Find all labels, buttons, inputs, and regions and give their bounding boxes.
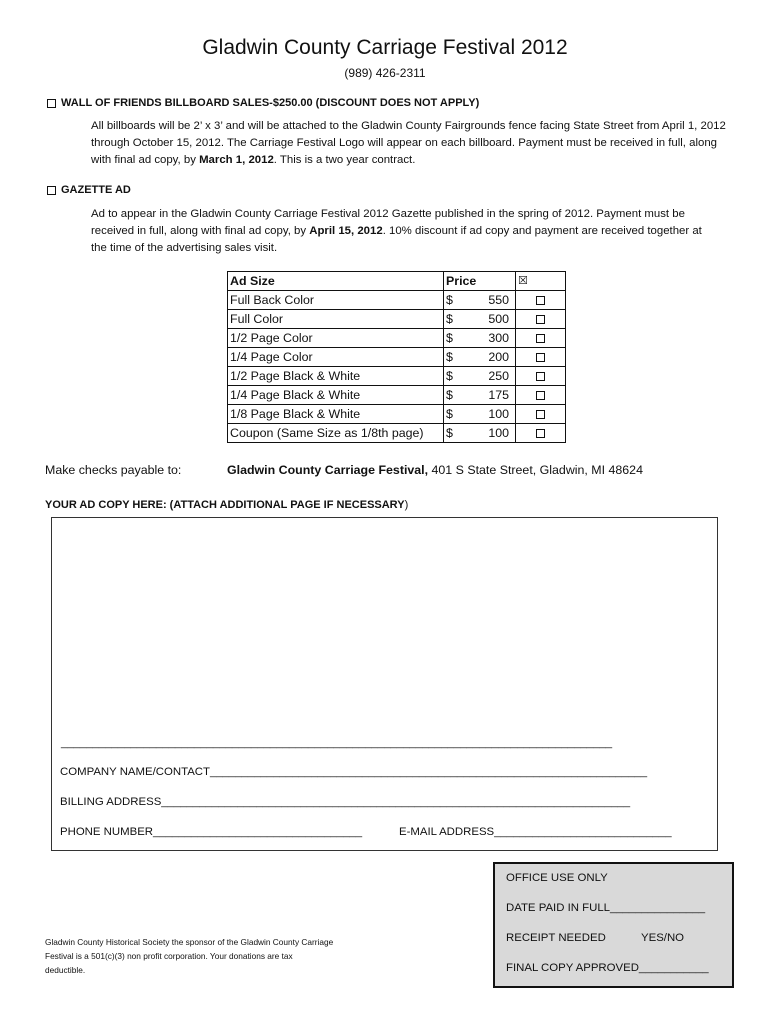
ad-table-row: [228, 386, 566, 405]
receipt-needed-label: RECEIPT NEEDED: [506, 932, 606, 944]
ad-price-cell: [444, 329, 516, 348]
ad-size-cell: 1/4 Page Color: [228, 348, 444, 367]
currency-symbol: $: [446, 426, 453, 440]
ad-select-checkbox[interactable]: [536, 296, 545, 305]
price-amount: 250: [488, 369, 509, 383]
ad-select-checkbox[interactable]: [536, 334, 545, 343]
currency-symbol: $: [446, 388, 453, 402]
price-amount: 550: [488, 293, 509, 307]
ad-size-cell: Full Color: [228, 310, 444, 329]
ad-size-cell: 1/2 Page Color: [228, 329, 444, 348]
billboard-text-2: . This is a two year contract.: [273, 154, 416, 166]
col-ad-size: Ad Size: [228, 272, 444, 291]
billboard-checkbox[interactable]: [47, 99, 56, 108]
billboard-section-heading: [47, 97, 479, 109]
ad-select-cell: [516, 291, 566, 310]
gazette-text-1: Ad to appear in the Gladwin County Carriage Festival 2012 Gazette published in the spring of 2012. Payment must be received in full, along with final ad copy, by: [91, 208, 685, 237]
office-use-title: OFFICE USE ONLY: [506, 872, 608, 884]
ad-size-cell: 1/2 Page Black & White: [228, 367, 444, 386]
ad-price-cell: [444, 310, 516, 329]
price-amount: 175: [488, 388, 509, 402]
receipt-yes-no[interactable]: YES/NO: [641, 932, 685, 944]
ad-copy-heading-close: ): [404, 499, 409, 511]
ad-table-row: [228, 424, 566, 443]
ad-table-row: [228, 367, 566, 386]
col-price: Price: [444, 272, 516, 291]
billing-address-field[interactable]: BILLING ADDRESS__________________________________________________________________________: [60, 796, 631, 808]
billboard-text-1: All billboards will be 2’ x 3’ and will be attached to the Gladwin County Fairgrounds fence facing State Street from April 1, 2012 through October 15, 2012. The Carriage Festival Logo will appear on each billboard. Payment must be received in full, along with final ad copy, by: [91, 120, 726, 166]
ad-price-cell: [444, 405, 516, 424]
ad-copy-heading: [45, 499, 408, 511]
page-title: Gladwin County Carriage Festival 2012: [202, 36, 568, 59]
ad-table-header: [228, 272, 566, 291]
currency-symbol: $: [446, 350, 453, 364]
price-amount: 100: [488, 426, 509, 440]
currency-symbol: $: [446, 331, 453, 345]
billboard-heading-text: WALL OF FRIENDS BILLBOARD SALES-$250.00 (DISCOUNT DOES NOT APPLY): [61, 97, 480, 109]
currency-symbol: $: [446, 407, 453, 421]
gazette-section-heading: [47, 184, 131, 196]
company-name-field[interactable]: COMPANY NAME/CONTACT_____________________________________________________________________: [60, 766, 648, 778]
checks-payable: [45, 463, 643, 477]
price-amount: 300: [488, 331, 509, 345]
gazette-deadline: April 15, 2012: [309, 225, 383, 237]
currency-symbol: $: [446, 293, 453, 307]
phone-number: (989) 426-2311: [344, 66, 426, 80]
gazette-heading-text: GAZETTE AD: [61, 184, 131, 196]
ad-table-row: [228, 348, 566, 367]
final-copy-approved-field[interactable]: FINAL COPY APPROVED___________: [506, 962, 709, 974]
ad-select-checkbox[interactable]: [536, 429, 545, 438]
col-check: ☒: [516, 272, 566, 291]
currency-symbol: $: [446, 369, 453, 383]
currency-symbol: $: [446, 312, 453, 326]
ad-size-cell: Full Back Color: [228, 291, 444, 310]
ad-select-checkbox[interactable]: [536, 410, 545, 419]
ad-select-cell: [516, 329, 566, 348]
ad-select-cell: [516, 386, 566, 405]
ad-table-row: [228, 405, 566, 424]
billboard-description: [91, 118, 731, 169]
ad-copy-blank-line[interactable]: _______________________________________________________________________________________: [61, 737, 613, 749]
payee-address: 401 S State Street, Gladwin, MI 48624: [428, 463, 643, 477]
ad-select-checkbox[interactable]: [536, 391, 545, 400]
office-use-box: [493, 862, 734, 988]
ad-size-cell: 1/8 Page Black & White: [228, 405, 444, 424]
payee-name: Gladwin County Carriage Festival,: [227, 463, 429, 477]
phone-number-field[interactable]: PHONE NUMBER_________________________________: [60, 826, 363, 838]
ad-select-cell: [516, 367, 566, 386]
price-amount: 500: [488, 312, 509, 326]
ad-price-cell: [444, 386, 516, 405]
email-address-field[interactable]: E-MAIL ADDRESS____________________________: [399, 826, 672, 838]
ad-select-checkbox[interactable]: [536, 353, 545, 362]
ad-price-cell: [444, 291, 516, 310]
ad-select-cell: [516, 348, 566, 367]
ad-copy-heading-text: YOUR AD COPY HERE: (ATTACH ADDITIONAL PAGE IF NECESSARY: [45, 499, 405, 511]
ad-price-cell: [444, 424, 516, 443]
billboard-deadline: March 1, 2012: [199, 154, 274, 166]
gazette-text-2: . 10% discount if ad copy and payment are received together at the time of the advertising sales visit.: [91, 225, 702, 254]
ad-table-row: [228, 329, 566, 348]
price-amount: 100: [488, 407, 509, 421]
ad-price-cell: [444, 348, 516, 367]
ad-size-cell: Coupon (Same Size as 1/8th page): [228, 424, 444, 443]
ad-select-cell: [516, 310, 566, 329]
ad-select-cell: [516, 424, 566, 443]
ad-select-cell: [516, 405, 566, 424]
footer-note: Gladwin County Historical Society the sponsor of the Gladwin County Carriage Festival is a 501(c)(3) non profit corporation. Your donations are tax deductible.: [45, 937, 334, 975]
gazette-checkbox[interactable]: [47, 186, 56, 195]
gazette-description: [91, 206, 719, 257]
ad-size-table: [227, 271, 566, 443]
ad-select-checkbox[interactable]: [536, 315, 545, 324]
ad-table-row: [228, 291, 566, 310]
ad-price-cell: [444, 367, 516, 386]
ad-size-cell: 1/4 Page Black & White: [228, 386, 444, 405]
ad-table-row: [228, 310, 566, 329]
price-amount: 200: [488, 350, 509, 364]
date-paid-field[interactable]: DATE PAID IN FULL_______________: [506, 902, 706, 914]
payable-label: Make checks payable to:: [45, 463, 182, 477]
ad-select-checkbox[interactable]: [536, 372, 545, 381]
